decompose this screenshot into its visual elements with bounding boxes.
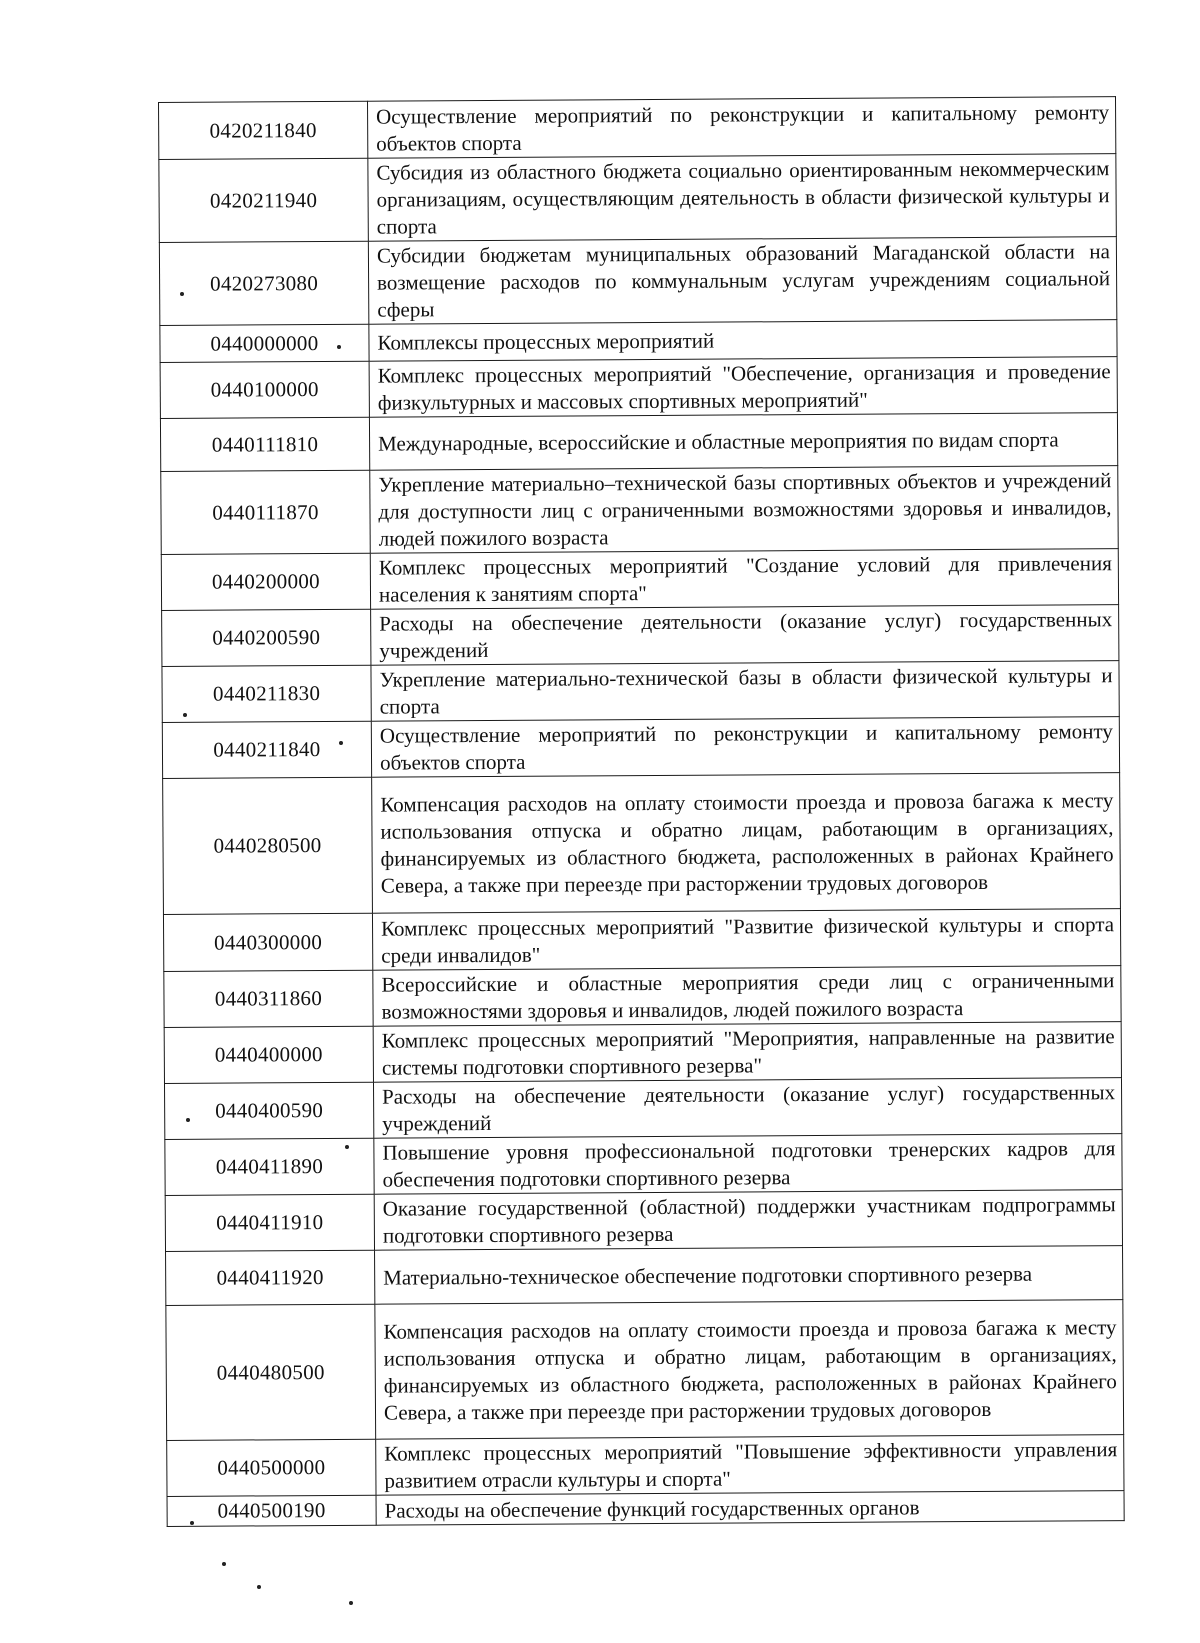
description-cell — [374, 1190, 1122, 1251]
description-text: Расходы на обеспечение функций государственных органов — [384, 1494, 920, 1523]
table-row — [160, 320, 1117, 363]
table-row — [161, 466, 1118, 555]
description-text: Субсидии бюджетам муниципальных образований Магаданской области на возмещение расходов по коммунальным услугам учреждениям социальной сферы — [376, 239, 1111, 322]
description-text: Осуществление мероприятий по реконструкции и капитальному ремонту объектов спорта — [379, 719, 1113, 775]
description-text: Материально-техническое обеспечение подготовки спортивного резерва — [383, 1261, 1033, 1290]
classification-code-cell: 0440300000 — [163, 913, 372, 971]
description-cell — [373, 966, 1121, 1027]
description-cell — [372, 909, 1120, 971]
description-cell — [375, 1246, 1123, 1305]
description-cell — [371, 605, 1119, 666]
classification-code-cell: 0440411890 — [165, 1138, 374, 1195]
classification-code-cell: 0420273080 — [159, 241, 369, 325]
description-text: Укрепление материально–технической базы спортивных объектов и учреждений для доступности лиц с ограниченными возможностями здоровья и инвалидов, людей пожилого возраста — [378, 468, 1112, 551]
table-row — [164, 1078, 1121, 1140]
description-text: Оказание государственной (областной) поддержки участникам подпрограммы подготовки спортивного резерва — [382, 1192, 1116, 1248]
description-cell — [368, 154, 1116, 242]
classification-code-cell: 0440211830 — [162, 665, 371, 722]
table-row — [165, 1190, 1122, 1252]
description-text: Субсидия из областного бюджета социально ориентированным некоммерческим организациям, осуществляющим деятельность в области физической культуры и спорта — [376, 156, 1110, 239]
table-row — [163, 909, 1120, 972]
description-cell — [376, 1491, 1124, 1526]
description-text: Комплексы процессных мероприятий — [377, 328, 715, 355]
scan-speck — [190, 1521, 194, 1525]
scan-speck — [349, 1601, 353, 1605]
description-cell — [367, 97, 1115, 159]
scan-speck — [345, 1145, 349, 1149]
description-text: Укрепление материально-технической базы в области физической культуры и спорта — [379, 663, 1113, 719]
description-cell — [373, 1022, 1121, 1083]
table-row — [165, 1134, 1122, 1196]
classification-code-cell: 0440000000 — [160, 324, 369, 362]
table-row — [164, 1022, 1121, 1084]
classification-code-cell: 0440111870 — [161, 470, 371, 554]
classification-code-cell: 0440480500 — [166, 1304, 376, 1440]
scan-speck — [180, 292, 184, 296]
description-text: Комплекс процессных мероприятий "Мероприятия, направленные на развитие системы подготовки спортивного резерва" — [381, 1024, 1115, 1080]
description-cell — [376, 1435, 1124, 1496]
classification-code-cell: 0440100000 — [160, 361, 369, 418]
description-text: Комплекс процессных мероприятий "Создание условий для привлечения населения к занятиям спорта" — [378, 551, 1112, 607]
classification-code-cell: 0440211840 — [162, 721, 371, 778]
scan-speck — [222, 1562, 226, 1566]
description-cell — [371, 717, 1119, 778]
classification-code-cell: 0440411920 — [166, 1250, 375, 1305]
description-text: Комплекс процессных мероприятий "Развитие физической культуры и спорта среди инвалидов" — [380, 911, 1115, 968]
description-cell — [370, 466, 1118, 554]
table-row — [164, 966, 1121, 1028]
scan-speck — [337, 345, 341, 349]
description-text: Расходы на обеспечение деятельности (оказание услуг) государственных учреждений — [382, 1080, 1116, 1136]
classification-code-cell: 0440400000 — [164, 1026, 373, 1083]
budget-classification-table — [158, 96, 1125, 1527]
description-text: Компенсация расходов на оплату стоимости проезда и провоза багажа к месту использования отпуска и обратно лицам, работающим в организациях, финансируемых из областного бюджета, расположенных в районах Крайнего Севера, а также при переезде при расторжении трудовых договоров — [380, 788, 1114, 898]
classification-code-cell: 0440400590 — [164, 1082, 373, 1139]
description-text: Международные, всероссийские и областные мероприятия по видам спорта — [378, 427, 1059, 456]
table-row — [162, 661, 1119, 723]
classification-code-cell: 0440200000 — [161, 553, 370, 610]
classification-code-cell: 0440411910 — [165, 1194, 374, 1251]
table-row — [167, 1435, 1124, 1497]
classification-code-cell: 0420211840 — [159, 101, 368, 159]
table-row — [159, 237, 1116, 326]
description-cell — [373, 1078, 1121, 1139]
description-text: Комплекс процессных мероприятий "Обеспечение, организация и проведение физкультурных и массовых спортивных мероприятий" — [377, 359, 1111, 415]
scan-speck — [257, 1585, 261, 1589]
classification-code-cell: 0440500190 — [167, 1495, 376, 1526]
description-text: Комплекс процессных мероприятий "Повышение эффективности управления развитием отрасли культуры и спорта" — [384, 1437, 1118, 1493]
table-row — [159, 154, 1116, 243]
description-cell — [369, 413, 1117, 471]
table-row — [166, 1300, 1124, 1441]
description-text: Компенсация расходов на оплату стоимости проезда и провоза багажа к месту использования отпуска и обратно лицам, работающим в организациях, финансируемых из областного бюджета, расположенных в районах Крайнего Севера, а также при переезде при расторжении трудовых договоров — [383, 1314, 1117, 1425]
description-cell — [368, 237, 1116, 325]
description-cell — [374, 1134, 1122, 1195]
classification-code-cell: 0440111810 — [160, 417, 369, 471]
scan-speck — [339, 741, 343, 745]
description-text: Осуществление мероприятий по реконструкции и капитальному ремонту объектов спорта — [376, 99, 1110, 156]
classification-code-cell: 0440311860 — [164, 970, 373, 1027]
classification-code-cell: 0440280500 — [163, 777, 373, 914]
table-row — [167, 1491, 1124, 1527]
classification-code-cell: 0440200590 — [162, 609, 371, 666]
description-cell — [369, 320, 1117, 362]
description-text: Всероссийские и областные мероприятия среди лиц с ограниченными возможностями здоровья и инвалидов, людей пожилого возраста — [381, 968, 1115, 1024]
table-row — [162, 605, 1119, 667]
table-row — [166, 1246, 1123, 1306]
scan-speck — [186, 1118, 190, 1122]
scan-speck — [183, 713, 187, 717]
table-row — [160, 357, 1117, 419]
description-cell — [371, 661, 1119, 722]
classification-code-cell: 0420211940 — [159, 158, 369, 242]
description-cell — [369, 357, 1117, 418]
description-text: Расходы на обеспечение деятельности (оказание услуг) государственных учреждений — [379, 607, 1113, 663]
table-row — [162, 717, 1119, 779]
table-row — [161, 549, 1118, 611]
classification-code-cell: 0440500000 — [167, 1439, 376, 1496]
description-text: Повышение уровня профессиональной подготовки тренерских кадров для обеспечения подготовки спортивного резерва — [382, 1136, 1116, 1192]
table-row — [163, 773, 1121, 915]
table-row — [159, 97, 1116, 160]
table-row — [160, 413, 1117, 472]
description-cell — [370, 549, 1118, 610]
table-body — [159, 97, 1125, 1527]
description-cell — [375, 1300, 1124, 1440]
description-cell — [372, 773, 1121, 914]
